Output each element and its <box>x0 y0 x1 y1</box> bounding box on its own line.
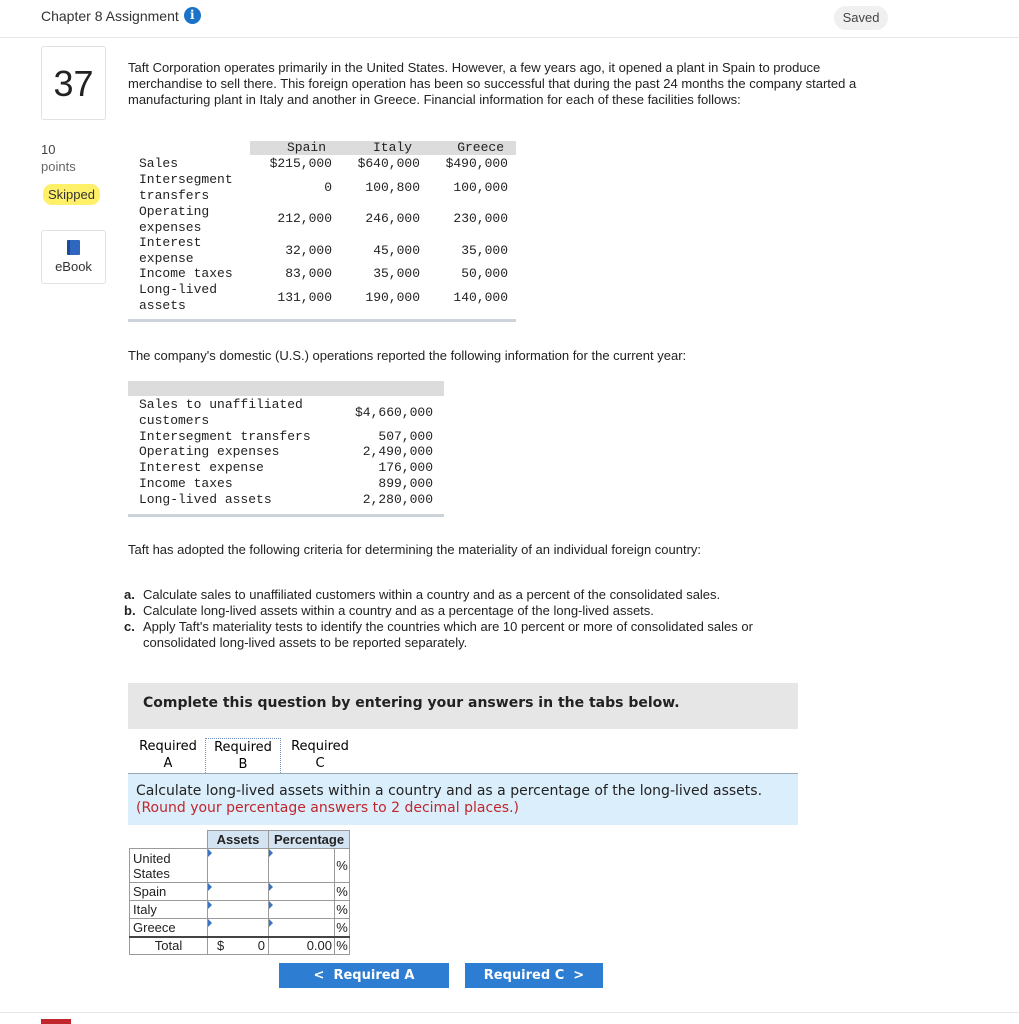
cell-value: 2,490,000 <box>362 444 433 459</box>
row-label-total: Total <box>130 937 208 955</box>
row-label: customers <box>139 413 210 428</box>
footer-divider <box>0 1012 1019 1013</box>
chevron-left-icon: < <box>313 968 334 983</box>
points-value: 10 <box>41 142 56 157</box>
col-header-italy: Italy <box>372 140 412 155</box>
percentage-input-spain[interactable] <box>269 883 335 901</box>
pct-symbol: % <box>336 919 348 935</box>
header-percentage: Percentage <box>269 831 350 849</box>
cell-value: 507,000 <box>378 429 433 444</box>
row-label: Sales <box>139 156 179 171</box>
list-item <box>124 603 814 619</box>
total-assets-value: 0 <box>257 938 265 954</box>
row-label: expense <box>139 251 194 266</box>
row-label: Income taxes <box>139 476 233 491</box>
saved-status: Saved <box>834 6 888 30</box>
item-letter: c. <box>124 619 135 634</box>
pct-symbol: % <box>336 902 348 917</box>
row-label-us: United States <box>130 849 208 883</box>
pct-symbol: % <box>336 884 348 899</box>
complete-prompt: Complete this question by entering your answers in the tabs below. <box>143 695 680 711</box>
cell-value: 899,000 <box>378 476 433 491</box>
cell-value: 212,000 <box>277 211 332 226</box>
cell-value: 190,000 <box>365 290 420 305</box>
assets-input-greece[interactable] <box>208 919 269 937</box>
row-label: Operating expenses <box>139 444 280 459</box>
cell-value: 83,000 <box>285 266 332 281</box>
row-label: Interest <box>139 235 202 250</box>
criteria-list <box>124 587 814 651</box>
header-shading <box>128 381 444 396</box>
row-label: transfers <box>139 188 210 203</box>
assignment-title-text: Chapter 8 Assignment <box>41 7 179 24</box>
assets-input-italy[interactable] <box>208 901 269 919</box>
cell-value: 50,000 <box>461 266 508 281</box>
pct-symbol: % <box>336 938 348 954</box>
cell-value: 45,000 <box>373 243 420 258</box>
total-assets-cell <box>208 937 269 955</box>
item-text: Calculate sales to unaffiliated customers within a country and as a percent of the consolidated sales. <box>143 587 721 602</box>
cell-value: 176,000 <box>378 460 433 475</box>
points-label: points <box>41 159 76 174</box>
item-text: Calculate long-lived assets within a country and as a percentage of the long-lived assets. <box>143 603 654 618</box>
prev-button-label: Required A <box>333 968 415 983</box>
row-label: Intersegment transfers <box>139 429 311 444</box>
answer-table <box>129 830 350 955</box>
table-bottom-rule <box>128 514 444 517</box>
col-header-greece: Greece <box>457 140 504 155</box>
assets-input-spain[interactable] <box>208 883 269 901</box>
row-label: expenses <box>139 220 202 235</box>
next-button-label: Required C <box>483 968 565 983</box>
assets-input-us[interactable] <box>208 849 269 883</box>
prev-required-a-button[interactable] <box>279 963 449 988</box>
row-label: Interest expense <box>139 460 264 475</box>
domestic-intro: The company's domestic (U.S.) operations reported the following information for the current year: <box>128 348 687 363</box>
instruction-box <box>128 774 798 825</box>
percentage-input-us[interactable] <box>269 849 335 883</box>
percentage-input-italy[interactable] <box>269 901 335 919</box>
info-icon[interactable]: i <box>184 7 201 24</box>
cell-value: 35,000 <box>461 243 508 258</box>
table-bottom-rule <box>128 319 516 322</box>
row-label: Intersegment <box>139 172 233 187</box>
book-icon <box>67 240 80 255</box>
top-bar <box>0 0 1019 38</box>
next-required-c-button[interactable] <box>465 963 603 988</box>
brand-logo <box>41 1019 71 1024</box>
row-label: Long-lived <box>139 282 218 297</box>
cell-value: 35,000 <box>373 266 420 281</box>
tab-required-c[interactable] <box>285 738 355 773</box>
total-percentage-value: 0.00 <box>269 937 335 955</box>
chevron-right-icon: > <box>564 968 585 983</box>
row-label: Sales to unaffiliated <box>139 397 303 412</box>
item-letter: a. <box>124 587 135 602</box>
tab-label-line2: C <box>315 756 325 771</box>
list-item <box>124 619 814 651</box>
item-letter: b. <box>124 603 136 618</box>
criteria-intro: Taft has adopted the following criteria for determining the materiality of an individual foreign country: <box>128 542 702 557</box>
currency-symbol: $ <box>217 938 225 954</box>
row-label-italy: Italy <box>130 901 208 919</box>
tab-label-line1: Required <box>139 739 197 754</box>
row-label: Operating <box>139 204 210 219</box>
complete-prompt-bar <box>128 683 798 729</box>
cell-value: 100,000 <box>453 180 508 195</box>
skipped-badge: Skipped <box>43 184 100 205</box>
question-number: 37 <box>41 46 106 120</box>
header-assets: Assets <box>208 831 269 849</box>
cell-value: $490,000 <box>445 156 508 171</box>
row-label-spain: Spain <box>130 883 208 901</box>
ebook-label: eBook <box>55 259 92 274</box>
cell-value: 246,000 <box>365 211 420 226</box>
tab-label-line2: A <box>163 756 173 771</box>
percentage-input-greece[interactable] <box>269 919 335 937</box>
assignment-title <box>41 7 201 24</box>
tab-label-line1: Required <box>214 740 272 755</box>
col-header-spain: Spain <box>286 140 326 155</box>
row-label: Long-lived assets <box>139 492 272 507</box>
tab-label-line1: Required <box>291 739 349 754</box>
instruction-note: (Round your percentage answers to 2 decimal places.) <box>136 800 519 816</box>
row-label: Income taxes <box>139 266 233 281</box>
cell-value: $640,000 <box>357 156 420 171</box>
corner-cell <box>130 831 208 849</box>
cell-value: 2,280,000 <box>362 492 433 507</box>
cell-value: $215,000 <box>269 156 332 171</box>
tab-label-line2: B <box>238 757 248 772</box>
cell-value: 0 <box>324 180 332 195</box>
pct-symbol: % <box>335 849 350 883</box>
item-text: Apply Taft's materiality tests to identify the countries which are 10 percent or more of consolidated sales or consolidated long-lived assets to be reported separately. <box>143 619 753 650</box>
cell-value: 100,800 <box>365 180 420 195</box>
cell-value: 140,000 <box>453 290 508 305</box>
question-intro: Taft Corporation operates primarily in the United States. However, a few years ago, it opened a plant in Spain to produce merchandise to sell there. This foreign operation has been so successful that during the past 24 months the company started a manufacturing plant in Italy and another in Greece. Financial information for each of these facilities follows: <box>128 60 857 107</box>
cell-value: 131,000 <box>277 290 332 305</box>
list-item <box>124 587 814 603</box>
row-label-greece: Greece <box>130 919 208 937</box>
instruction-text: Calculate long-lived assets within a country and as a percentage of the long-lived assets. <box>136 783 763 799</box>
row-label: assets <box>139 298 186 313</box>
cell-value: 230,000 <box>453 211 508 226</box>
tab-required-a[interactable] <box>134 738 202 773</box>
tab-required-b[interactable] <box>205 738 281 773</box>
ebook-button[interactable] <box>41 230 106 284</box>
cell-value: 32,000 <box>285 243 332 258</box>
cell-value: $4,660,000 <box>354 405 433 420</box>
